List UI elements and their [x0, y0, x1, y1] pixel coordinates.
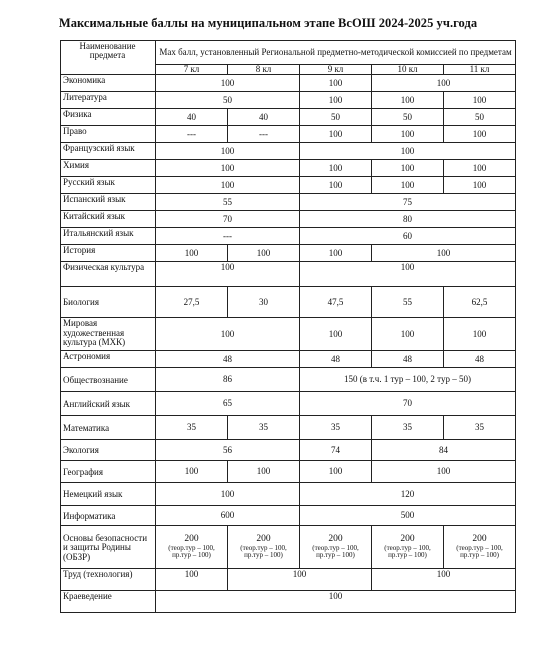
table-row [61, 483, 516, 506]
score-cell: 100 [300, 177, 372, 194]
table-row [61, 526, 516, 569]
table-row [61, 143, 516, 160]
subject-name: Литература [61, 92, 156, 109]
score-cell [228, 526, 300, 569]
subject-name: Китайский язык [61, 211, 156, 228]
table-row [61, 287, 516, 318]
score-cell: 100 [372, 75, 516, 92]
subject-name: Информатика [61, 506, 156, 526]
score-cell: 47,5 [300, 287, 372, 318]
score-cell: 100 [300, 461, 372, 483]
table-row [61, 228, 516, 245]
table-row [61, 440, 516, 461]
score-cell: 100 [156, 177, 300, 194]
score-value: 200 [184, 534, 199, 545]
score-cell: 100 [300, 262, 516, 287]
score-cell: 35 [372, 416, 444, 440]
score-cell: 40 [228, 109, 300, 126]
score-cell: 48 [444, 351, 516, 368]
score-cell: 56 [156, 440, 300, 461]
subject-name: География [61, 461, 156, 483]
score-detail: (теор.тур – 100, пр.тур – 100) [168, 544, 215, 560]
subject-name: Астрономия [61, 351, 156, 368]
table-row [61, 461, 516, 483]
score-cell: 100 [156, 245, 228, 262]
score-cell: --- [156, 228, 300, 245]
score-cell: 50 [300, 109, 372, 126]
score-cell: 150 (в т.ч. 1 тур – 100, 2 тур – 50) [300, 368, 516, 392]
subject-name: Основы безопасности и защиты Родины (ОБЗР) [61, 526, 156, 569]
subject-name: Русский язык [61, 177, 156, 194]
subject-name: Право [61, 126, 156, 143]
subject-name: Математика [61, 416, 156, 440]
score-cell: 100 [156, 75, 300, 92]
subject-name: Краеведение [61, 591, 156, 613]
score-cell: 100 [444, 177, 516, 194]
score-cell: 50 [444, 109, 516, 126]
table-row [61, 92, 516, 109]
score-cell [372, 526, 444, 569]
score-cell: --- [228, 126, 300, 143]
score-cell: 35 [228, 416, 300, 440]
score-cell: 60 [300, 228, 516, 245]
score-cell: 100 [372, 92, 444, 109]
score-cell: 100 [228, 245, 300, 262]
grade-header-7: 7 кл [156, 65, 228, 75]
score-cell: 80 [300, 211, 516, 228]
score-detail: (теор.тур – 100, пр.тур – 100) [456, 544, 503, 560]
score-cell: 100 [300, 92, 372, 109]
score-cell: 50 [156, 92, 300, 109]
table-row [61, 368, 516, 392]
score-cell: 100 [372, 177, 444, 194]
table-row [61, 416, 516, 440]
table-row [61, 245, 516, 262]
score-cell: 100 [372, 461, 516, 483]
score-detail: (теор.тур – 100, пр.тур – 100) [240, 544, 287, 560]
subject-name: Английский язык [61, 392, 156, 416]
subject-name: Французский язык [61, 143, 156, 160]
score-cell: 75 [300, 194, 516, 211]
subject-name: История [61, 245, 156, 262]
subject-name: Немецкий язык [61, 483, 156, 506]
score-cell: 55 [372, 287, 444, 318]
table-row [61, 318, 516, 351]
score-cell: 100 [228, 569, 372, 591]
score-value: 200 [472, 534, 487, 545]
score-cell: 35 [156, 416, 228, 440]
score-value: 200 [400, 534, 415, 545]
score-cell: 100 [372, 245, 516, 262]
score-cell: 30 [228, 287, 300, 318]
score-cell [300, 526, 372, 569]
subject-name: Труд (технология) [61, 569, 156, 591]
table-row [61, 109, 516, 126]
subject-name: Обществознание [61, 368, 156, 392]
subject-name: Испанский язык [61, 194, 156, 211]
score-cell: 100 [300, 143, 516, 160]
score-cell: 86 [156, 368, 300, 392]
score-cell: 600 [156, 506, 300, 526]
grade-header-8: 8 кл [228, 65, 300, 75]
score-cell: 100 [156, 143, 300, 160]
table-row [61, 75, 516, 92]
subject-name: Итальянский язык [61, 228, 156, 245]
score-cell: 100 [156, 483, 300, 506]
score-cell: 100 [300, 126, 372, 143]
score-cell: 100 [300, 318, 372, 351]
score-cell: 100 [156, 461, 228, 483]
score-cell: 100 [372, 126, 444, 143]
score-cell: 70 [300, 392, 516, 416]
score-detail: (теор.тур – 100, пр.тур – 100) [312, 544, 359, 560]
score-cell: 100 [444, 126, 516, 143]
table-row [61, 351, 516, 368]
score-cell: 100 [444, 318, 516, 351]
score-cell: 35 [300, 416, 372, 440]
score-cell: 55 [156, 194, 300, 211]
grade-header-11: 11 кл [444, 65, 516, 75]
table-row [61, 506, 516, 526]
score-cell: 74 [300, 440, 372, 461]
table-row [61, 160, 516, 177]
score-cell: 100 [444, 160, 516, 177]
subject-name: Физика [61, 109, 156, 126]
score-cell: 40 [156, 109, 228, 126]
table-row [61, 177, 516, 194]
subject-name: Экология [61, 440, 156, 461]
grade-header-9: 9 кл [300, 65, 372, 75]
score-cell [156, 526, 228, 569]
score-cell [444, 526, 516, 569]
scores-table [60, 40, 516, 613]
score-cell: 35 [444, 416, 516, 440]
score-cell: 48 [156, 351, 300, 368]
score-cell: 100 [372, 318, 444, 351]
score-cell: 84 [372, 440, 516, 461]
score-cell: 100 [300, 160, 372, 177]
header-max-score: Max балл, установленный Региональной предметно-методической комиссией по предметам [156, 41, 516, 65]
score-cell: 62,5 [444, 287, 516, 318]
page-title: Максимальные баллы на муниципальном этапе ВсОШ 2024-2025 уч.года [58, 16, 478, 30]
score-cell: 100 [156, 160, 300, 177]
score-value: 200 [256, 534, 271, 545]
score-cell: 100 [156, 262, 300, 287]
score-cell: 100 [372, 160, 444, 177]
subject-name: Мировая художественная культура (МХК) [61, 318, 156, 351]
subject-name: Химия [61, 160, 156, 177]
score-detail: (теор.тур – 100, пр.тур – 100) [384, 544, 431, 560]
score-cell: 100 [156, 569, 228, 591]
score-cell: 65 [156, 392, 300, 416]
table-row [61, 569, 516, 591]
table-row [61, 126, 516, 143]
table-row [61, 392, 516, 416]
score-cell: 27,5 [156, 287, 228, 318]
score-cell: 100 [228, 461, 300, 483]
score-cell: 100 [444, 92, 516, 109]
subject-name: Экономика [61, 75, 156, 92]
header-subject: Наименование предмета [61, 41, 156, 75]
score-cell: 70 [156, 211, 300, 228]
score-cell: 48 [372, 351, 444, 368]
table-row [61, 211, 516, 228]
score-cell: 100 [156, 318, 300, 351]
subject-name: Физическая культура [61, 262, 156, 287]
table-row [61, 591, 516, 613]
score-cell: 100 [300, 245, 372, 262]
score-cell: 100 [372, 569, 516, 591]
score-cell: 500 [300, 506, 516, 526]
subject-name: Биология [61, 287, 156, 318]
score-cell: 100 [300, 75, 372, 92]
score-cell: 48 [300, 351, 372, 368]
header-row [61, 41, 516, 65]
score-cell: --- [156, 126, 228, 143]
score-cell: 100 [156, 591, 516, 613]
score-cell: 120 [300, 483, 516, 506]
score-value: 200 [328, 534, 343, 545]
grade-header-10: 10 кл [372, 65, 444, 75]
table-row [61, 262, 516, 287]
table-row [61, 194, 516, 211]
score-cell: 50 [372, 109, 444, 126]
